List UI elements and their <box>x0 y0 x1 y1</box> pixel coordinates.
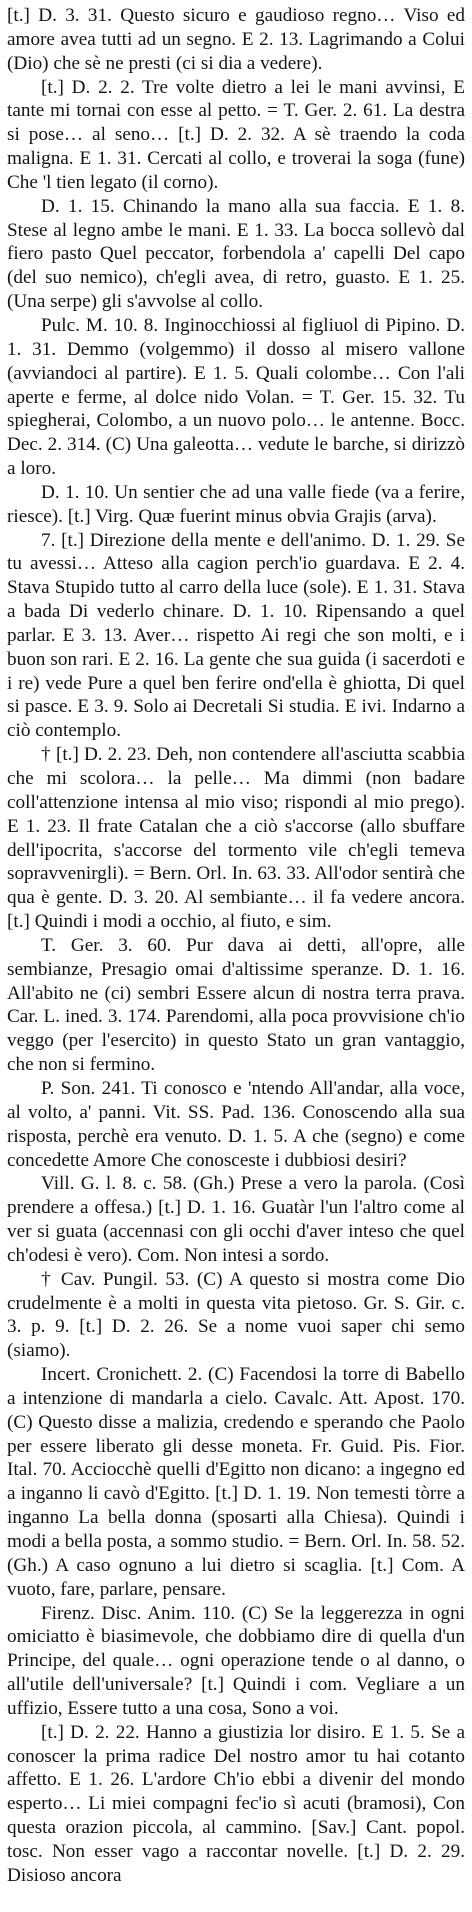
entry-paragraph: [t.] D. 2. 22. Hanno a giustizia lor disiro. E 1. 5. Se a conoscer la prima radice Del nostro amor tu hai cotanto affetto. E 1. 26. L'ardore Ch'io ebbi a divenir del mondo esperto… Li miei compagni fec'io sì acuti (bramosi), Con questa orazion piccola, al cammino. [Sav.] Cant. popol. tosc. Non esser vago a raccontar novelle. [t.] D. 2. 29. Disioso ancora <box>7 1721 465 1886</box>
entry-paragraph: Incert. Cronichett. 2. (C) Facendosi la torre di Babello a intenzione di mandarla a cielo. Cavalc. Att. Apost. 170. (C) Questo disse a malizia, credendo e sperando che Paolo per essere liberato gli desse moneta. Fr. Guid. Pis. Fior. Ital. 70. Acciocchè quelli d'Egitto non dicano: a ingegno ed a inganno li cavò d'Egitto. [t.] D. 1. 19. Non temesti tòrre a inganno La bella donna (sposarti alla Chiesa). Quindi i modi a bella posta, a sommo studio. = Bern. Orl. In. 58. 52. (Gh.) A caso ognuno a lui dietro si scaglia. [t.] Com. A vuoto, fare, parlare, pensare. <box>7 1364 465 1600</box>
entry-paragraph: D. 1. 10. Un sentier che ad una valle fiede (va a ferire, riesce). [t.] Virg. Quæ fuerint minus obvia Grajis (arva). <box>7 481 465 527</box>
entry-paragraph: P. Son. 241. Ti conosco e 'ntendo All'andar, alla voce, al volto, a' panni. Vit. SS. Pad. 136. Conoscendo alla sua risposta, perchè era venuto. D. 1. 5. A che (segno) e come concedette Amore Che conosceste i dubbiosi desiri? <box>7 1077 465 1171</box>
entry-paragraph: Firenz. Disc. Anim. 110. (C) Se la leggerezza in ogni omiciatto è biasimevole, che dobbiamo dire di quella d'un Principe, del quale… ogni operazione tende o al danno, o all'utile dell'universale? [t.] Quindi i com. Vegliare a un uffizio, Essere tutto a una cosa, Sono a voi. <box>7 1602 465 1719</box>
entry-paragraph: [t.] D. 3. 31. Questo sicuro e gaudioso regno… Viso ed amore avea tutti ad un segno. E 2. 13. Lagrimando a Colui (Dio) che sè ne presti (ci si dia a vedere). <box>7 5 465 74</box>
entry-paragraph: Vill. G. l. 8. c. 58. (Gh.) Prese a vero la parola. (Così prendere a offesa.) [t.] D. 1. 16. Guatàr l'un l'altro come al ver si guata (accennasi con gli occhi d'aver inteso che quel ch'odesi è vero). Com. Non intesi a sordo. <box>7 1173 465 1266</box>
entry-paragraph: 7. [t.] Direzione della mente e dell'animo. D. 1. 29. Se tu avessi… Atteso alla cagion perch'io guardava. E 2. 4. Stava Stupido tutto al carro della luce (sole). E 1. 31. Stava a bada Di vederlo chinare. D. 1. 10. Ripensando a quel parlar. E 3. 13. Aver… rispetto Ai regi che son molti, e i buon son rari. E 2. 16. La gente che sua guida (i sacerdoti e i re) vede Pure a quel ben ferire ond'ella è ghiotta, Di quel si pasce. E 3. 9. Solo ai Decretali Si studia. E ivi. Indarno a ciò contemplo. <box>7 529 465 742</box>
entry-paragraph: † Cav. Pungil. 53. (C) A questo si mostra come Dio crudelmente è a molti in questa vita pietoso. Gr. S. Gir. c. 3. p. 9. [t.] D. 2. 26. Se a nome vuoi saper chi semo (siamo). <box>7 1268 465 1362</box>
entry-paragraph: T. Ger. 3. 60. Pur dava ai detti, all'opre, alle sembianze, Presagio omai d'altissime speranze. D. 1. 16. All'abito ne (ci) sembri Essere alcun di nostra terra prava. Car. L. ined. 3. 174. Parendomi, alla poca provvisione ch'io veggo (per l'esercito) in questo Stato un gran vantaggio, che non si fermino. <box>7 934 465 1076</box>
entry-paragraph: [t.] D. 2. 2. Tre volte dietro a lei le mani avvinsi, E tante mi tornai con esse al petto. = T. Ger. 2. 61. La destra si pose… al seno… [t.] D. 2. 32. A sè traendo la coda maligna. E 1. 31. Cercati al collo, e troverai la soga (fune) Che 'l tien legato (il corno). <box>7 76 465 193</box>
entry-paragraph: Pulc. M. 10. 8. Inginocchiossi al figliuol di Pipino. D. 1. 31. Demmo (volgemmo) il dosso al misero vallone (avviandoci al partire). E 1. 5. Quali colombe… Con l'ali aperte e ferme, al dolce nido Volan. = T. Ger. 15. 32. Tu spiegherai, Colombo, a un nuovo polo… le antenne. Bocc. Dec. 2. 314. (C) Una galeotta… vedute le barche, si dirizzò a loro. <box>7 314 465 480</box>
entry-paragraph: † [t.] D. 2. 23. Deh, non contendere all'asciutta scabbia che mi scolora… la pelle… Ma dimmi (non badare coll'attenzione intensa al mio viso; rispondi al mio prego). E 1. 23. Il frate Catalan che a ciò s'accorse (allo sbuffare dell'ipocrita, s'accorse del tormento vile ch'egli temeva sopravvenirgli). = Bern. Orl. In. 63. 33. All'odor sentirà che qua è gente. D. 3. 20. Al sembiante… il fa vedere ancora. [t.] Quindi i modi a occhio, al fiuto, e sim. <box>7 744 465 933</box>
entry-paragraph: D. 1. 15. Chinando la mano alla sua faccia. E 1. 8. Stese al legno ambe le mani. E 1. 33. La bocca sollevò dal fiero pasto Quel peccator, forbendola a' capelli Del capo (del suo nemico), ch'egli avea, di retro, guasto. E 1. 25. (Una serpe) gli s'avvolse al collo. <box>7 195 465 313</box>
